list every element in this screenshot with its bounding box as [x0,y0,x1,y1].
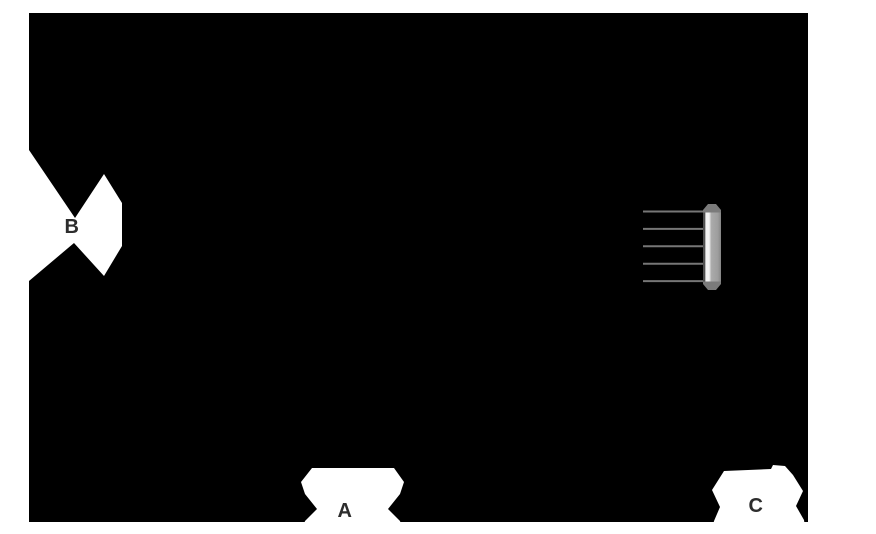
opening-a-shape [301,468,404,534]
dark-box [29,13,808,522]
label-b: B [64,216,80,238]
comb-bar-body [703,211,721,282]
label-a: A [337,500,353,522]
label-c: C [748,495,764,517]
